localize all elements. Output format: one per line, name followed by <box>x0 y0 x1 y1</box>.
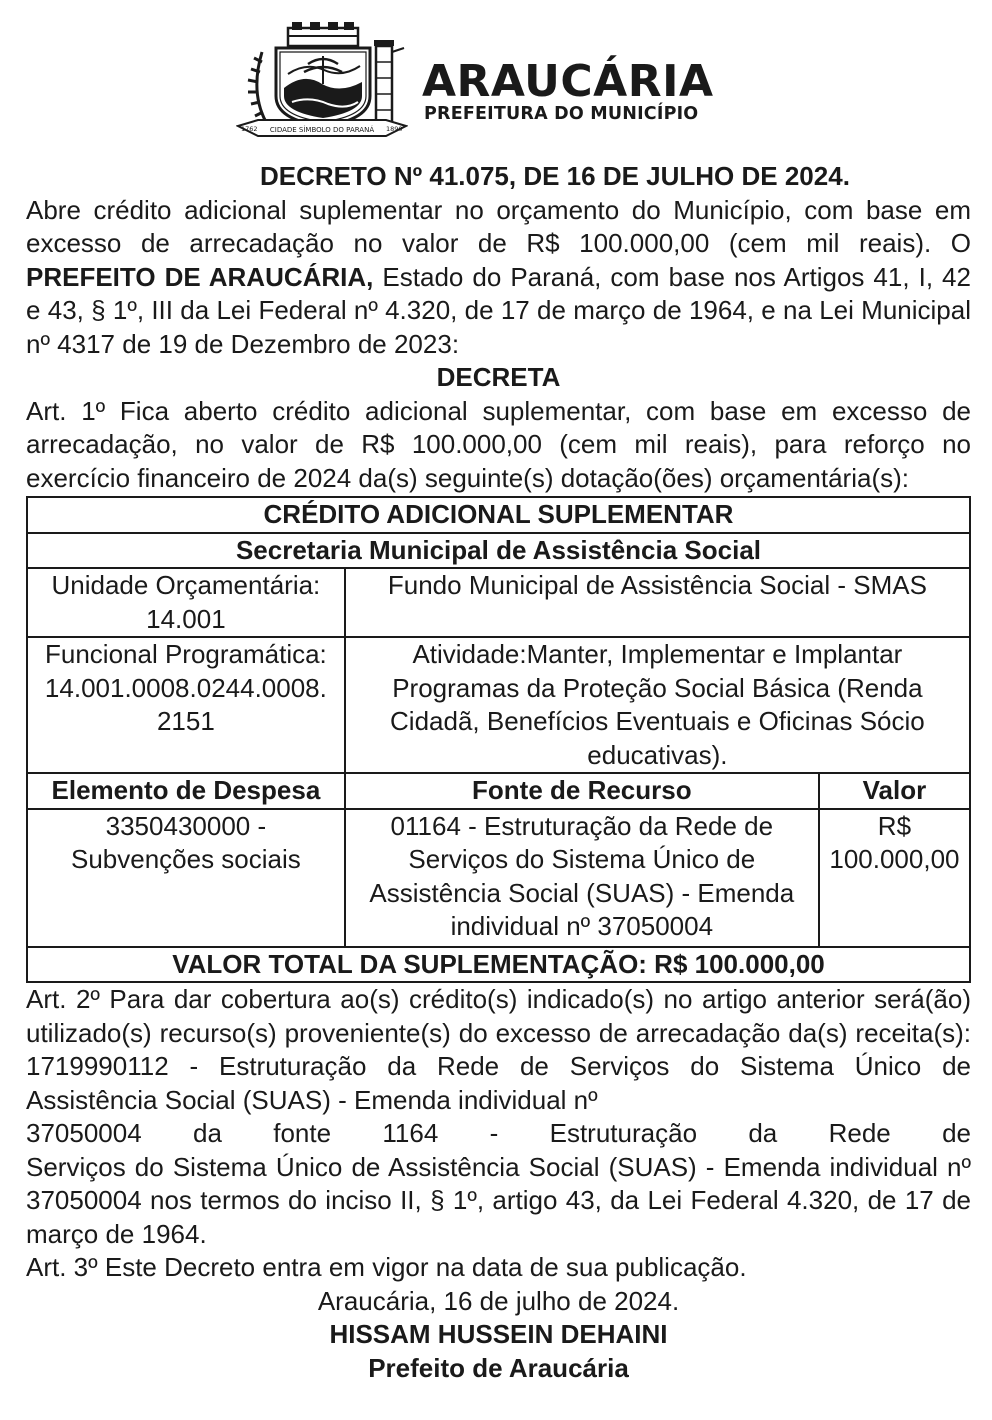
letterhead <box>236 22 776 142</box>
funcional-value: Atividade:Manter, Implementar e Implantar Programas da Proteção Social Básica (Renda Cidadã, Benefícios Eventuais e Oficinas Sócio educativas). <box>345 637 970 773</box>
brand-name: ARAUCÁRIA <box>422 56 714 107</box>
table-row <box>27 533 970 569</box>
row-valor-amount: 100.000,00 <box>829 844 960 874</box>
col-elemento: Elemento de Despesa <box>27 773 345 809</box>
place-date: Araucária, 16 de julho de 2024. <box>317 1285 680 1316</box>
crest-motto: CIDADE SÍMBOLO DO PARANÁ <box>269 126 375 134</box>
funcional-label <box>27 637 345 773</box>
table-row <box>27 773 970 809</box>
municipal-crest-icon <box>236 22 408 140</box>
decree-body <box>26 160 971 1385</box>
article-3: Art. 3º Este Decreto entra em vigor na data de sua publicação. <box>26 1252 747 1282</box>
funcional-label-line-2: 14.001.0008.0244.0008. <box>44 672 327 703</box>
brand-block <box>422 56 714 124</box>
row-elemento: 3350430000 - Subvenções sociais <box>27 809 345 947</box>
table-title: CRÉDITO ADICIONAL SUPLEMENTAR <box>27 497 970 533</box>
table-row <box>27 809 970 947</box>
funcional-label-line-3: 2151 <box>156 706 215 736</box>
table-row <box>27 497 970 533</box>
unidade-value: Fundo Municipal de Assistência Social - SMAS <box>345 568 970 637</box>
preamble-authority: PREFEITO DE ARAUCÁRIA, <box>26 261 374 292</box>
decreta-heading: DECRETA <box>436 362 561 392</box>
article-1: Art. 1º Fica aberto crédito adicional suplementar, com base em excesso de arrecadação, no valor de R$ 100.000,00 (cem mil reais), para reforço no exercício financeiro de 2024 da(s) seguinte(s) dotação(ões) orçamentária(s): <box>26 395 971 493</box>
preamble-text-1: Abre crédito adicional suplementar no orçamento do Município, com base em excesso de arrecadação no valor de R$ 100.000,00 (cem mil reais). O <box>26 194 971 258</box>
article-2-part-c: Serviços do Sistema Único de Assistência Social (SUAS) - Emenda individual nº 37050004 nos termos do inciso II, § 1º, artigo 43, da Lei Federal 4.320, de 17 de março de 1964. <box>26 1151 971 1249</box>
credit-table <box>26 496 971 983</box>
table-row <box>27 947 970 983</box>
brand-subtitle: PREFEITURA DO MUNICÍPIO <box>424 104 699 124</box>
preamble-text-2: Estado do Paraná, com base nos Artigos 41, I, 42 e 43, § 1º, III da Lei Federal nº 4.320, de 17 de março de 1964, e na Lei Municipal nº 4317 de 19 de Dezembro de 2023: <box>26 261 971 359</box>
crest-year-left: 1762 <box>241 125 258 133</box>
table-row <box>27 568 970 637</box>
row-valor-currency: R$ <box>877 810 912 841</box>
signer-title: Prefeito de Araucária <box>368 1352 629 1383</box>
col-valor: Valor <box>819 773 970 809</box>
unidade-label: Unidade Orçamentária: 14.001 <box>27 568 345 637</box>
table-total: VALOR TOTAL DA SUPLEMENTAÇÃO: R$ 100.000,00 <box>27 947 970 983</box>
decree-preamble <box>26 194 971 362</box>
crest-year-right: 1890 <box>386 125 403 133</box>
row-fonte: 01164 - Estruturação da Rede de Serviços do Sistema Único de Assistência Social (SUAS) - Emenda individual nº 37050004 <box>345 809 819 947</box>
signer-name: HISSAM HUSSEIN DEHAINI <box>329 1319 668 1349</box>
article-2-part-b: 37050004 da fonte 1164 - Estruturação da Rede de <box>26 1118 971 1148</box>
col-fonte: Fonte de Recurso <box>345 773 819 809</box>
article-2-part-a: Art. 2º Para dar cobertura ao(s) crédito(s) indicado(s) no artigo anterior será(ão) utilizado(s) recurso(s) proveniente(s) do excesso de arrecadação da(s) receita(s): 1719990112 - Estruturação da Rede de Serviços do Sistema Único de Assistência Social (SUAS) - Emenda individual nº <box>26 984 971 1115</box>
row-valor <box>819 809 970 947</box>
funcional-label-line-1: Funcional Programática: <box>44 639 327 669</box>
decree-title: DECRETO Nº 41.075, DE 16 DE JULHO DE 2024. <box>260 161 850 191</box>
table-row <box>27 637 970 773</box>
table-secretaria: Secretaria Municipal de Assistência Social <box>27 533 970 569</box>
